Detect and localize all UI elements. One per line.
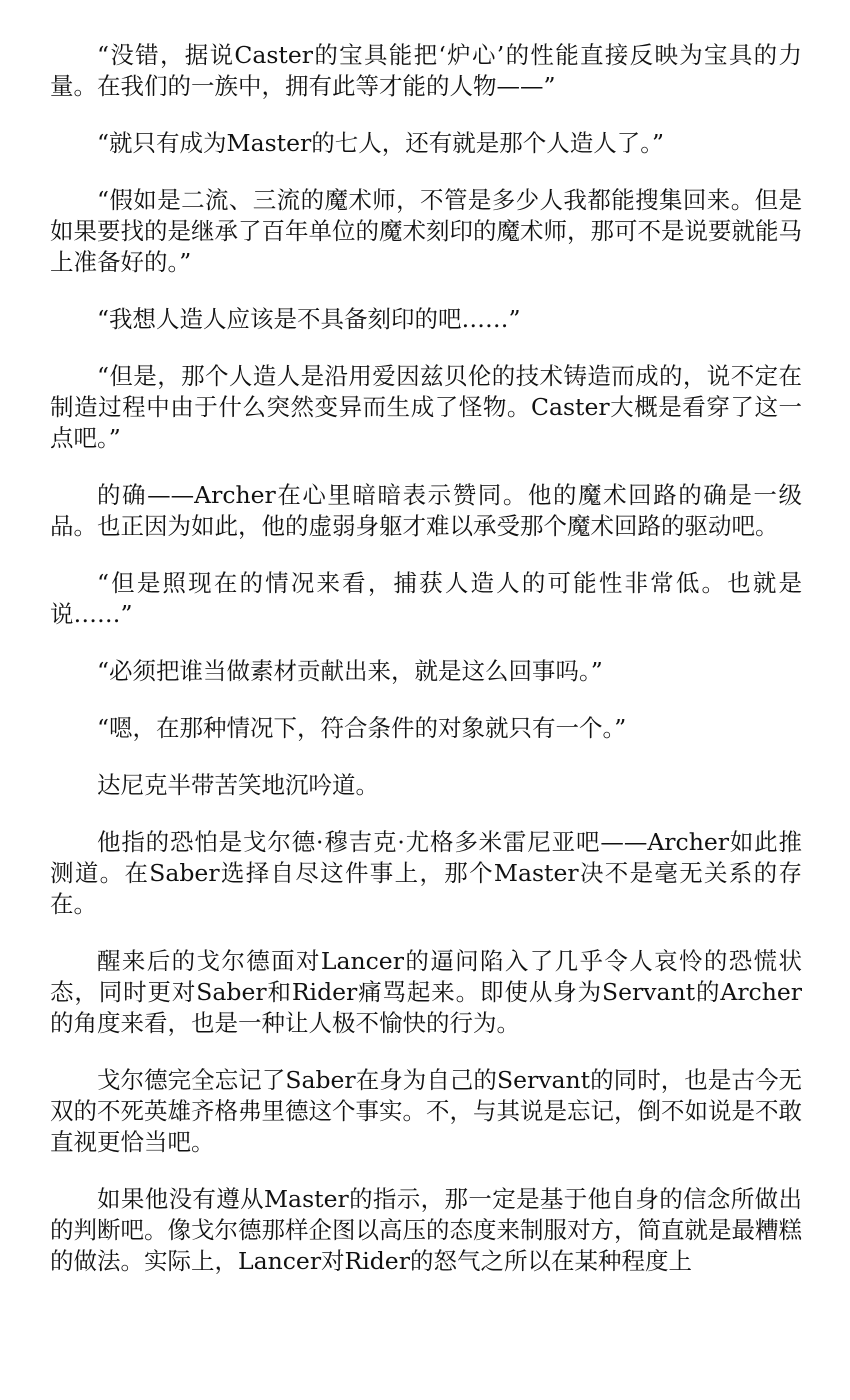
paragraph: 如果他没有遵从Master的指示，那一定是基于他自身的信念所做出的判断吧。像戈尔德那样企图以高压的态度来制服对方，简直就是最糟糕的做法。实际上，Lancer对Rider的怒气之所以在某种程度上: [50, 1185, 802, 1275]
document-page: [50, 40, 802, 1303]
paragraph: 的确——Archer在心里暗暗表示赞同。他的魔术回路的确是一级品。也正因为如此，他的虚弱身躯才难以承受那个魔术回路的驱动吧。: [50, 481, 802, 540]
paragraph: “就只有成为Master的七人，还有就是那个人造人了。”: [97, 129, 664, 157]
paragraph: “但是照现在的情况来看，捕获人造人的可能性非常低。也就是说……”: [50, 569, 802, 628]
paragraph: “必须把谁当做素材贡献出来，就是这么回事吗。”: [97, 657, 603, 685]
paragraph: “嗯，在那种情况下，符合条件的对象就只有一个。”: [97, 714, 627, 742]
paragraph: “我想人造人应该是不具备刻印的吧……”: [97, 305, 521, 333]
paragraph: 醒来后的戈尔德面对Lancer的逼问陷入了几乎令人哀怜的恐慌状态，同时更对Saber和Rider痛骂起来。即使从身为Servant的Archer的角度来看，也是一种让人极不愉快的行为。: [50, 947, 802, 1037]
paragraph: 戈尔德完全忘记了Saber在身为自己的Servant的同时，也是古今无双的不死英雄齐格弗里德这个事实。不，与其说是忘记，倒不如说是不敢直视更恰当吧。: [50, 1066, 802, 1156]
paragraph: “没错，据说Caster的宝具能把‘炉心’的性能直接反映为宝具的力量。在我们的一族中，拥有此等才能的人物——”: [50, 41, 802, 100]
paragraph: 他指的恐怕是戈尔德·穆吉克·尤格多米雷尼亚吧——Archer如此推测道。在Saber选择自尽这件事上，那个Master决不是毫无关系的存在。: [50, 828, 802, 918]
paragraph: 达尼克半带苦笑地沉吟道。: [97, 771, 379, 799]
paragraph: “但是，那个人造人是沿用爱因兹贝伦的技术铸造而成的，说不定在制造过程中由于什么突然变异而生成了怪物。Caster大概是看穿了这一点吧。”: [50, 362, 802, 452]
paragraph: “假如是二流、三流的魔术师，不管是多少人我都能搜集回来。但是如果要找的是继承了百年单位的魔术刻印的魔术师，那可不是说要就能马上准备好的。”: [50, 186, 802, 276]
